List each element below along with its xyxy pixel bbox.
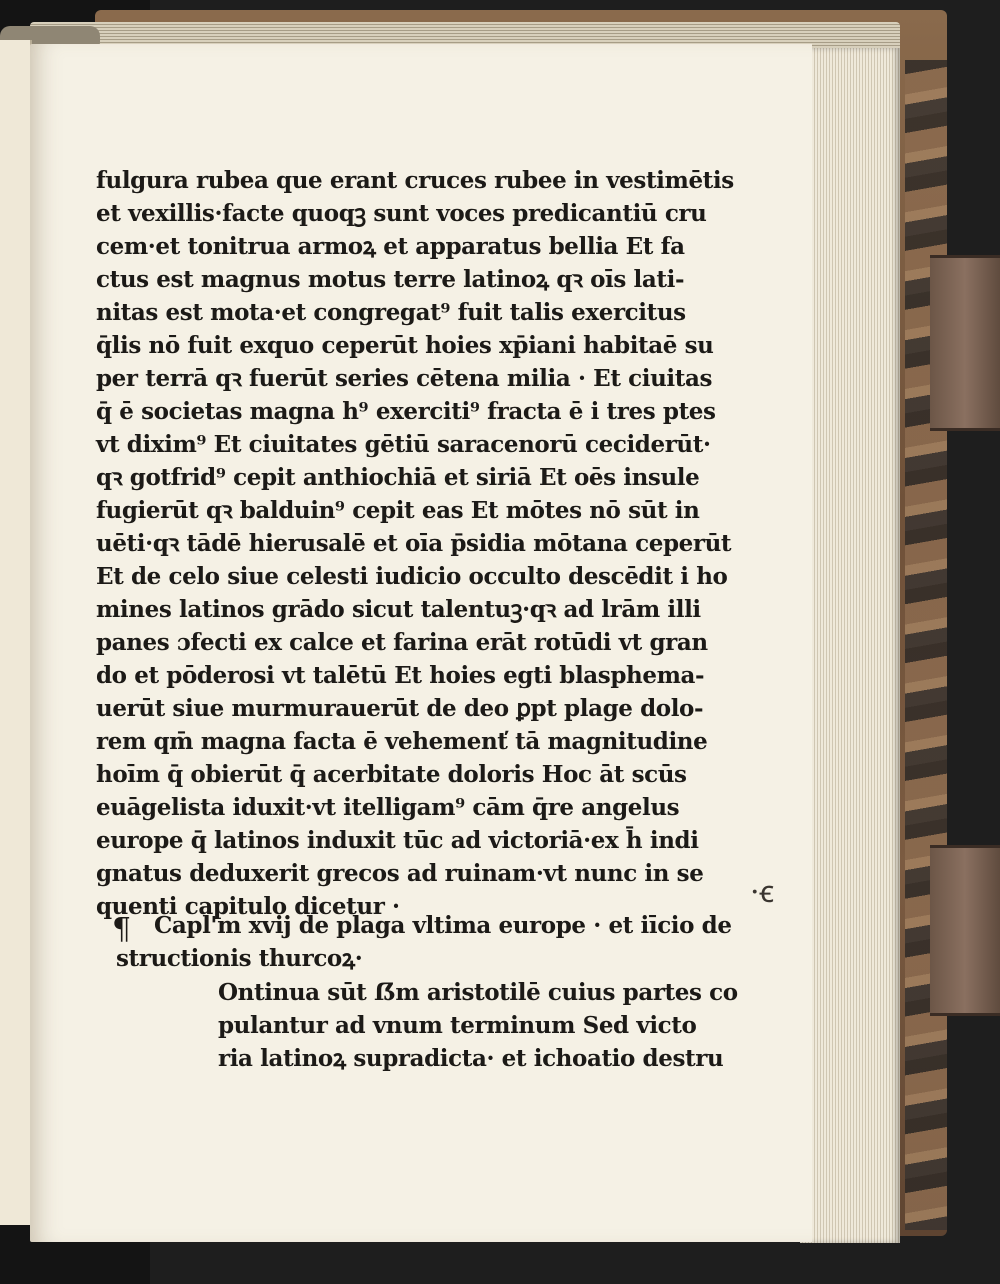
text-line: et vexillis·facte quoqꝫ sunt voces predicantiū cru bbox=[96, 200, 707, 227]
pilcrow-mark: ¶ bbox=[112, 912, 132, 947]
text-line: panes ɔfecti ex calce et farina erāt rotūdi vt gran bbox=[96, 629, 708, 656]
text-line: nitas est mota·et congregat⁹ fuit talis exercitus bbox=[96, 299, 686, 326]
text-line: fugierūt qꝛ balduin⁹ cepit eas Et mōtes nō sūt in bbox=[96, 497, 700, 524]
text-line: cem·et tonitrua armoꝝ et apparatus bellia Et fa bbox=[96, 233, 685, 260]
clasp-strap-upper bbox=[930, 255, 1000, 431]
text-line: uerūt siue murmurauerūt de deo ꝑpt plage dolo- bbox=[96, 695, 704, 722]
text-line: qꝛ gotfrid⁹ cepit anthiochiā et siriā Et oēs insule bbox=[96, 464, 700, 491]
text-line: per terrā qꝛ fuerūt series cētena milia · Et ciuitas bbox=[96, 365, 713, 392]
text-line: euāgelista iduxit·vt itelligam⁹ cām q̄re angelus bbox=[96, 794, 680, 821]
text-line: mines latinos grādo sicut talentuꝫ·qꝛ ad lrām illi bbox=[96, 596, 701, 623]
cover-edge bbox=[905, 60, 947, 1230]
facing-page-edge bbox=[0, 40, 32, 1225]
text-line: rem qm̄ magna facta ē vehemenť tā magnitudine bbox=[96, 728, 708, 755]
chapter-heading: Capl'm xvij de plaga vltima europe · et iīcio de bbox=[154, 912, 732, 939]
text-line: fulgura rubea que erant cruces rubee in vestimētis bbox=[96, 167, 734, 194]
paragraph-line: pulantur ad vnum terminum Sed victo bbox=[218, 1012, 697, 1039]
text-line: europe q̄ latinos induxit tūc ad victoriā·ex h̄ indi bbox=[96, 827, 699, 854]
page-stack-fore-edge bbox=[800, 48, 900, 1243]
text-line: vt dixim⁹ Et ciuitates gētiū saracenorū ceciderūt· bbox=[96, 431, 711, 458]
text-line: do et pōderosi vt talētū Et hoies egti blasphema- bbox=[96, 662, 705, 689]
paragraph-line: Ontinua sūt ẞm aristotilē cuius partes co bbox=[218, 979, 738, 1006]
text-line: hoīm q̄ obierūt q̄ acerbitate doloris Hoc āt scūs bbox=[96, 761, 687, 788]
initial-space bbox=[140, 968, 210, 1056]
text-line: Et de celo siue celesti iudicio occulto descēdit i ho bbox=[96, 563, 728, 590]
chapter-heading: structionis thurcoꝝ· bbox=[116, 945, 363, 972]
text-line: gnatus deduxerit grecos ad ruinam·vt nunc in se bbox=[96, 860, 704, 887]
text-line: q̄lis nō fuit exquo ceperūt hoies xp̄iani habitaē su bbox=[96, 332, 714, 359]
text-line: uēti·qꝛ tādē hierusalē et oīa p̄sidia mōtana ceperūt bbox=[96, 530, 732, 557]
paragraph-line: ria latinoꝝ supradicta· et ichoatio destru bbox=[218, 1045, 724, 1072]
text-line: q̄ ē societas magna h⁹ exerciti⁹ fracta ē i tres ptes bbox=[96, 398, 716, 425]
text-line: quenti capitulo dicetur · bbox=[96, 893, 400, 920]
clasp-strap-lower bbox=[930, 845, 1000, 1016]
margin-annotation: ·ꞓ bbox=[750, 875, 774, 910]
text-line: ctus est magnus motus terre latinoꝝ qꝛ oīs lati- bbox=[96, 266, 685, 293]
